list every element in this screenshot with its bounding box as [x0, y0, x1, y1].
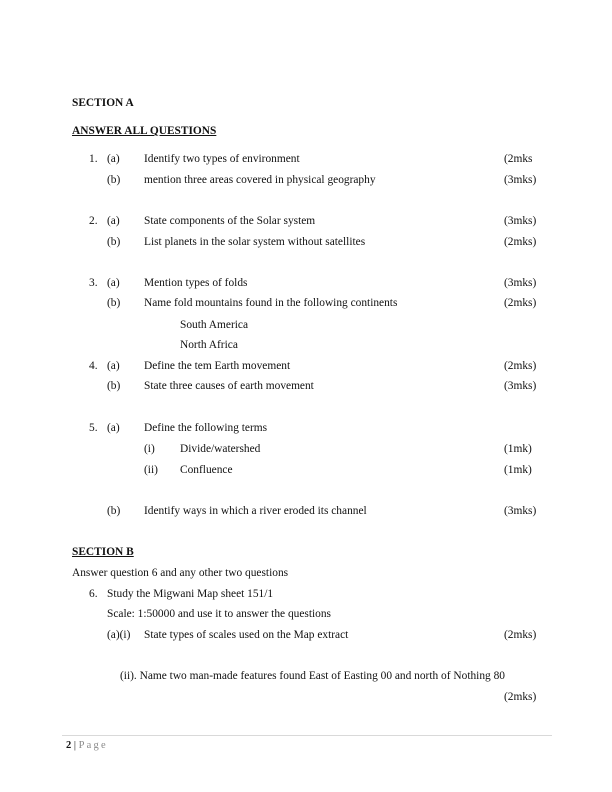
q5i-marks: (1mk) [504, 443, 532, 455]
q2b-label: (b) [107, 236, 121, 248]
q6aii-marks: (2mks) [504, 691, 537, 703]
q6-number: 6. [89, 588, 98, 600]
q3-number: 3. [89, 277, 98, 289]
page-word: Page [78, 740, 108, 751]
q3a-label: (a) [107, 277, 120, 289]
q2a-text: State components of the Solar system [144, 215, 316, 227]
q6ai-text: State types of scales used on the Map extract [144, 629, 349, 641]
page-number: 2 [66, 740, 72, 751]
section-b-title: SECTION B [72, 546, 134, 558]
q3-continent-north-africa: North Africa [180, 339, 238, 351]
q3a-text: Mention types of folds [144, 277, 248, 289]
q3a-marks: (3mks) [504, 277, 537, 289]
q1a-marks: (2mks [504, 153, 533, 165]
q1-number: 1. [89, 153, 98, 165]
q5i-label: (i) [144, 443, 155, 455]
q2a-marks: (3mks) [504, 215, 537, 227]
q1b-label: (b) [107, 174, 121, 186]
q6-line-2: Scale: 1:50000 and use it to answer the questions [107, 608, 331, 620]
footer-divider [62, 735, 552, 736]
q6aii-text: (ii). Name two man-made features found East of Easting 00 and north of Nothing 80 [120, 670, 505, 682]
section-a-title: SECTION A [72, 97, 134, 109]
q3-continent-south-america: South America [180, 319, 249, 331]
q5i-text: Divide/watershed [180, 443, 261, 455]
q6ai-label: (a)(i) [107, 629, 131, 641]
q5ii-label: (ii) [144, 464, 158, 476]
q4a-marks: (2mks) [504, 360, 537, 372]
q4a-label: (a) [107, 360, 120, 372]
q4b-text: State three causes of earth movement [144, 380, 314, 392]
q3b-label: (b) [107, 297, 121, 309]
q2a-label: (a) [107, 215, 120, 227]
q6-line-1: Study the Migwani Map sheet 151/1 [107, 588, 274, 600]
q1a-label: (a) [107, 153, 120, 165]
q4b-marks: (3mks) [504, 380, 537, 392]
q2b-marks: (2mks) [504, 236, 537, 248]
section-a-instruction: ANSWER ALL QUESTIONS [72, 125, 217, 137]
q5b-marks: (3mks) [504, 505, 537, 517]
q5ii-text: Confluence [180, 464, 233, 476]
q2-number: 2. [89, 215, 98, 227]
q4-number: 4. [89, 360, 98, 372]
q6ai-marks: (2mks) [504, 629, 537, 641]
q5b-label: (b) [107, 505, 121, 517]
footer-separator: | [73, 740, 76, 751]
page-footer [66, 740, 108, 751]
q1a-text: Identify two types of environment [144, 153, 300, 165]
q1b-marks: (3mks) [504, 174, 537, 186]
q4b-label: (b) [107, 380, 121, 392]
q3b-marks: (2mks) [504, 297, 537, 309]
section-b-instruction: Answer question 6 and any other two questions [72, 567, 289, 579]
q5a-label: (a) [107, 422, 120, 434]
q5-number: 5. [89, 422, 98, 434]
q1b-text: mention three areas covered in physical geography [144, 174, 376, 186]
q2b-text: List planets in the solar system without satellites [144, 236, 366, 248]
q4a-text: Define the tem Earth movement [144, 360, 291, 372]
q5a-text: Define the following terms [144, 422, 268, 434]
q5ii-marks: (1mk) [504, 464, 532, 476]
q5b-text: Identify ways in which a river eroded its channel [144, 505, 367, 517]
q3b-text: Name fold mountains found in the following continents [144, 297, 398, 309]
